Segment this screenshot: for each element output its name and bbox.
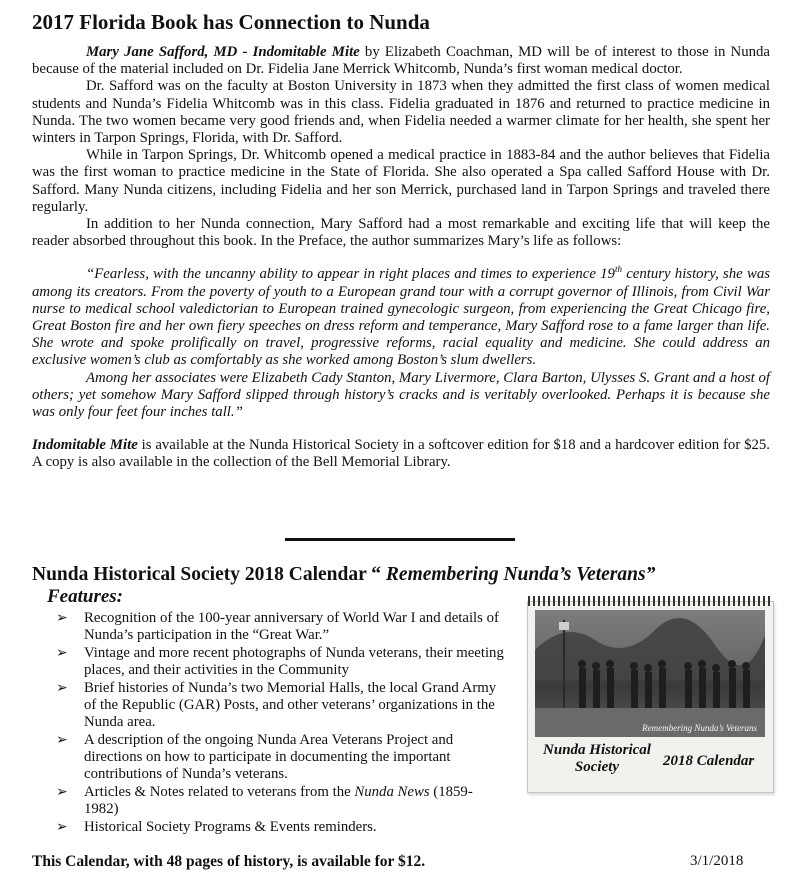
feature-text: Historical Society Programs & Events reminders.	[84, 819, 377, 835]
calendar-society-label	[542, 742, 652, 776]
calendar-price: This Calendar, with 48 pages of history, is available for $12.	[32, 853, 426, 870]
quote-text: century history, she was among its creators. From the poverty of youth to a European grand tour with a corrupt governor of Illinois, from Civil War nurse to medical school valedictorian to European trained gynecologic surgeon, from experiencing the Great Chicago fire, Great Boston fire and her own fiery speeches on dress reform and temperance, Mary Safford rose to a fame larger than life. She wrote and spoke prolifically on travel, progressive reforms, racial equality and medicine. She could address an exclusive women’s club as comfortably as she worked among Boston’s slum dwellers.	[32, 266, 770, 369]
intro-text: by Elizabeth Coachman, MD will be of interest to those in Nunda because of the material included on Dr. Fidelia Jane Merrick Whitcomb, Nunda’s first woman medical doctor.	[32, 44, 770, 78]
arrow-bullet-icon: ➢	[56, 646, 68, 661]
society-line: Society	[574, 759, 620, 775]
article-paragraph: While in Tarpon Springs, Dr. Whitcomb opened a medical practice in 1883-84 and the author believes that Fidelia was the first woman to practice medicine in the State of Florida. She also operated a Spa called Safford House with Dr. Safford. Many Nunda citizens, including Fidelia and her son Merrick, purchased land in Tarpon Springs and traveled there regularly.	[32, 147, 770, 215]
article-paragraph-intro	[32, 44, 770, 78]
preface-quote	[32, 266, 770, 369]
veterans-photo	[535, 610, 765, 737]
features-heading: Features:	[47, 586, 123, 607]
article-paragraph: Dr. Safford was on the faculty at Boston University in 1873 when they admitted the first class of women medical students and Nunda’s Fidelia Whitcomb was in this class. Fidelia graduated in 1876 and returned to practice medicine in Nunda. The two women became very good friends and, when Fidelia needed a warmer climate for her health, she spent her winters in Tarpon Springs, Florida, with Dr. Safford.	[32, 78, 770, 147]
feature-text: Vintage and more recent photographs of Nunda veterans, their meeting places, and their activities in the Community	[84, 645, 504, 678]
feature-text: (1859-1982)	[84, 784, 473, 817]
preface-quote-continued: Among her associates were Elizabeth Cady Stanton, Mary Livermore, Clara Barton, Ulysses S. Grant and a host of others; yet somehow Mary Safford slipped through history’s cracks and is veritably overlooked. Perhaps it is because she was only four feet four inches tall.”	[32, 369, 770, 421]
article-body	[32, 44, 770, 472]
feature-text: Recognition of the 100-year anniversary of World War I and details of Nunda’s participation in the “Great War.”	[84, 610, 499, 643]
arrow-bullet-icon: ➢	[56, 611, 68, 626]
arrow-bullet-icon: ➢	[56, 785, 68, 800]
book-title-short: Indomitable Mite	[32, 437, 138, 454]
article-title: 2017 Florida Book has Connection to Nunda	[32, 10, 430, 34]
book-title: Mary Jane Safford, MD - Indomitable Mite	[86, 44, 360, 60]
photo-caption: Remembering Nunda’s Veterans	[642, 723, 757, 733]
arrow-bullet-icon: ➢	[56, 681, 68, 696]
arrow-bullet-icon: ➢	[56, 733, 68, 748]
arrow-bullet-icon: ➢	[56, 820, 68, 835]
feature-item	[56, 610, 506, 644]
article-paragraph: In addition to her Nunda connection, Mary Safford had a most remarkable and exciting life that will keep the reader absorbed throughout this book. In the Preface, the author summarizes Mary’s life as follows:	[32, 216, 770, 250]
feature-item	[56, 819, 506, 836]
feature-item	[56, 784, 506, 818]
features-list	[56, 610, 506, 837]
quote-superscript: th	[614, 264, 622, 275]
availability-text: is available at the Nunda Historical Society in a softcover edition for $18 and a hardcover edition for $25. A copy is also available in the collection of the Bell Memorial Library.	[32, 437, 770, 471]
feature-item	[56, 732, 506, 783]
calendar-title-text: Nunda Historical Society 2018 Calendar “	[32, 564, 386, 585]
calendar-year-label: 2018 Calendar	[663, 753, 755, 769]
newsletter-date: 3/1/2018	[690, 853, 744, 869]
calendar-image	[527, 601, 774, 793]
calendar-title-italic: Remembering Nunda’s Veterans”	[385, 564, 656, 585]
calendar-section-title	[32, 564, 655, 586]
spiral-binding	[528, 596, 773, 606]
feature-text: Brief histories of Nunda’s two Memorial Halls, the local Grand Army of the Republic (GAR) Posts, and other veterans’ organizations in the Nunda area.	[84, 680, 497, 730]
quote-text: “Fearless, with the uncanny ability to appear in right places and times to experience 19	[86, 266, 615, 283]
veterans-group-silhouette	[535, 610, 765, 737]
feature-item	[56, 680, 506, 731]
availability-paragraph	[32, 437, 770, 471]
feature-text: Articles & Notes related to veterans from the	[84, 784, 355, 800]
feature-text: A description of the ongoing Nunda Area Veterans Project and directions on how to participate in documenting the important contributions of Nunda’s veterans.	[84, 732, 454, 782]
newspaper-title: Nunda News	[354, 784, 430, 800]
section-divider	[285, 538, 515, 541]
feature-item	[56, 645, 506, 679]
society-line: Nunda Historical	[543, 742, 651, 758]
